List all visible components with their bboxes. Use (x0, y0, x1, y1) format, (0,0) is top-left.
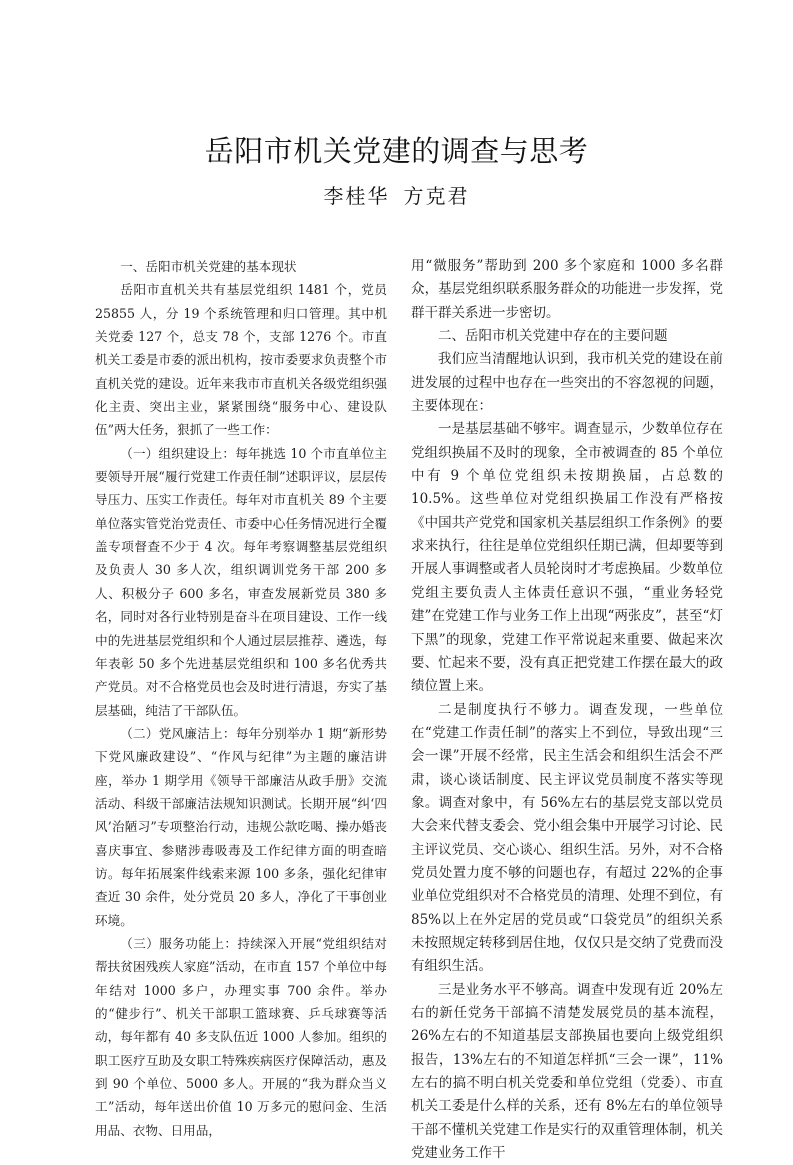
section-heading: 一、岳阳市机关党建的基本现状 (120, 259, 297, 274)
paragraph: 一是基层基础不够牢。调查显示，少数单位存在党组织换届不及时的现象，全市被调查的 85 个单位中有 9 个单位党组织未按期换届，占总数的 10.5%。这些单位对党组织换届工作没有严格按《中国共产党党和国家机关基层组织工作条例》的要求来执行，往往是单位党组织任期已满，但却要等到开展人事调整或者人员轮岗时才考虑换届。少数单位党组主要负责人主体责任意识不强，“重业务轻党建”在党建工作与业务工作上出现“两张皮”，甚至“灯下黑”的现象，党建工作平常说起来重要、做起来次要、忙起来不要，没有真正把党建工作摆在最大的政绩位置上来。 (411, 421, 723, 695)
paragraph-continuation: 用“微服务”帮助到 200 多个家庭和 1000 多名群众，基层党组织联系服务群众的功能进一步发挥，党群干群关系进一步密切。 (411, 258, 723, 321)
paragraph: （二）党风廉洁上：每年分别举办 1 期“新形势下党风廉政建设”、“作风与纪律”为主题的廉洁讲座，举办 1 期学用《领导干部廉洁从政手册》交流活动、科级干部廉洁法规知识测试。长期开展“纠‘四风’治陋习”专项整治行动，违规公款吃喝、操办婚丧喜庆事宜、参赌涉毒吸毒及工作纪律方面的明查暗访。每年拓展案件线索来源 100 多条，强化纪律审查近 30 余件，处分党员 20 多人，净化了干事创业环境。 (95, 725, 387, 928)
author-line (0, 183, 793, 209)
author-name: 李桂华 (323, 184, 390, 208)
article-title: 岳阳市机关党建的调查与思考 (204, 134, 589, 168)
paragraph: （三）服务功能上：持续深入开展“党组织结对帮扶贫困残疾人家庭”活动，在市直 157 个单位中每年结对 1000 多户，办理实事 700 余件。举办的“健步行”、机关干部职工篮球赛、乒乓球赛等活动，每年都有 40 多支队伍近 1000 人参加。组织的职工医疗互助及女职工特殊疾病医疗保障活动，惠及到 90 个单位、5000 多人。开展的“我为群众当义工”活动，每年送出价值 10 万多元的慰问金、生活用品、衣物、日用品， (95, 935, 387, 1138)
paragraph: 岳阳市直机关共有基层党组织 1481 个，党员 25855 人，分 19 个系统管理和归口管理。其中机关党委 127 个，总支 78 个，支部 1276 个。市直机关工委是市委的派出机构，按市委要求负责整个市直机关党的建设。近年来我市市直机关各级党组织强化主责、突出主业，紧紧围绕“服务中心、建设队伍”两大任务，狠抓了一些工作： (95, 282, 387, 438)
paragraph: （一）组织建设上：每年挑选 10 个市直单位主要领导开展“履行党建工作责任制”述职评议，层层传导压力、压实工作责任。每年对市直机关 89 个主要单位落实管党治党责任、市委中心任务情况进行全覆盖专项督查不少于 4 次。每年考察调整基层党组织及负责人 30 多人次，组织调训党务干部 200 多人、积极分子 600 多名，审查发展新党员 380 多名，同时对各行业特别是奋斗在项目建设、工作一线中的先进基层党组织和个人通过层层推荐、遴选，每年表彰 50 多个先进基层党组织和 100 多名优秀共产党员。对不合格党员也会及时进行清退，夯实了基层基础，纯洁了干部队伍。 (95, 445, 387, 718)
right-column (411, 255, 723, 1162)
paragraph: 三是业务水平不够高。调查中发现有近 20%左右的新任党务干部搞不清楚发展党员的基本流程，26%左右的不知道基层支部换届也要向上级党组织报告，13%左右的不知道怎样抓“三会一课”，11%左右的搞不明白机关党委和单位党组（党委）、市直机关工委是什么样的关系，还有 8%左右的单位领导干部不懂机关党建工作是实行的双重管理体制，机关党建业务工作干 (411, 981, 723, 1162)
author-name: 方克君 (403, 184, 470, 208)
paragraph: 我们应当清醒地认识到，我市机关党的建设在前进发展的过程中也存在一些突出的不容忽视的问题，主要体现在： (411, 351, 723, 415)
section-heading: 二、岳阳市机关党建中存在的主要问题 (438, 328, 668, 345)
paragraph: 二是制度执行不够力。调查发现，一些单位在“党建工作责任制”的落实上不到位，导致出现“三会一课”开展不经常，民主生活会和组织生活会不严肃，谈心谈话制度、民主评议党员制度不落实等现象。调查对象中，有 56%左右的基层党支部以党员大会来代替支委会、党小组会集中开展学习讨论、民主评议党员、交心谈心、组织生活。另外，对不合格党员处置力度不够的问题也存，有超过 22%的企事业单位党组织对不合格党员的清理、处理不到位，有 85%以上在外定居的党员或“口袋党员”的组织关系未按照规定转移到居住地，仅仅只是交纳了党费而没有组织生活。 (411, 701, 723, 975)
left-column (95, 255, 387, 1138)
